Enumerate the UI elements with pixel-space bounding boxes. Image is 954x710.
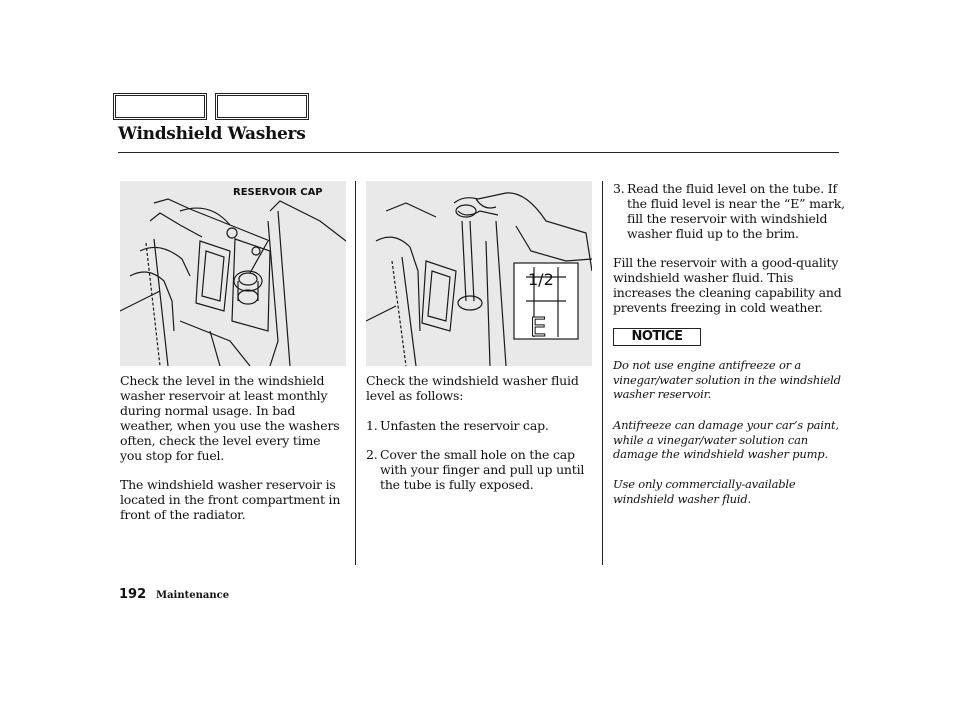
empty-mark-label: E: [530, 313, 547, 343]
engine-bay-drawing: [120, 181, 346, 366]
page-title: Windshield Washers: [118, 124, 306, 144]
step-text: Unfasten the reservoir cap.: [380, 418, 549, 433]
nav-tab-right[interactable]: [217, 95, 307, 118]
step-text: Cover the small hole on the cap with your finger and pull up until the tube is fully exposed.: [380, 447, 585, 492]
step-number: 3.: [613, 181, 625, 196]
step-text: Read the fluid level on the tube. If the fluid level is near the “E” mark, fill the reservoir with windshield washer fluid up to the brim.: [627, 181, 845, 241]
half-mark-label: 1/2: [528, 270, 554, 289]
tube-and-hand-drawing: [366, 181, 592, 366]
step-number: 1.: [366, 418, 378, 433]
section-name: Maintenance: [156, 590, 230, 601]
notice-text: Use only commercially-available windshield washer fluid.: [613, 477, 796, 506]
step-item: [366, 418, 591, 433]
procedure-intro: Check the windshield washer fluid level as follows:: [366, 373, 579, 403]
reservoir-cap-illustration: [120, 181, 346, 366]
column-divider: [602, 181, 603, 565]
title-rule: [118, 152, 839, 153]
step-number: 2.: [366, 447, 378, 462]
nav-tab-left[interactable]: [115, 95, 205, 118]
step-item: [613, 181, 845, 241]
notice-text: Antifreeze can damage your car’s paint, while a vinegar/water solution can damage the windshield washer pump.: [613, 418, 839, 462]
notice-badge: NOTICE: [613, 328, 701, 346]
fluid-recommendation-paragraph: Fill the reservoir with a good-quality windshield washer fluid. This increases the cleaning capability and prevents freezing in cold weather.: [613, 255, 842, 315]
step-item: [366, 447, 591, 492]
fluid-level-tube-illustration: [366, 181, 592, 366]
figure-callout-label: RESERVOIR CAP: [233, 187, 323, 198]
notice-text: Do not use engine antifreeze or a vinegar/water solution in the windshield washer reservoir.: [613, 358, 841, 402]
column-divider: [355, 181, 356, 565]
intro-paragraph: Check the level in the windshield washer reservoir at least monthly during normal usage. In bad weather, when you use the washers often, check the level every time you stop for fuel.: [120, 373, 340, 463]
location-paragraph: The windshield washer reservoir is located in the front compartment in front of the radiator.: [120, 477, 341, 522]
page-number: 192: [119, 587, 147, 602]
